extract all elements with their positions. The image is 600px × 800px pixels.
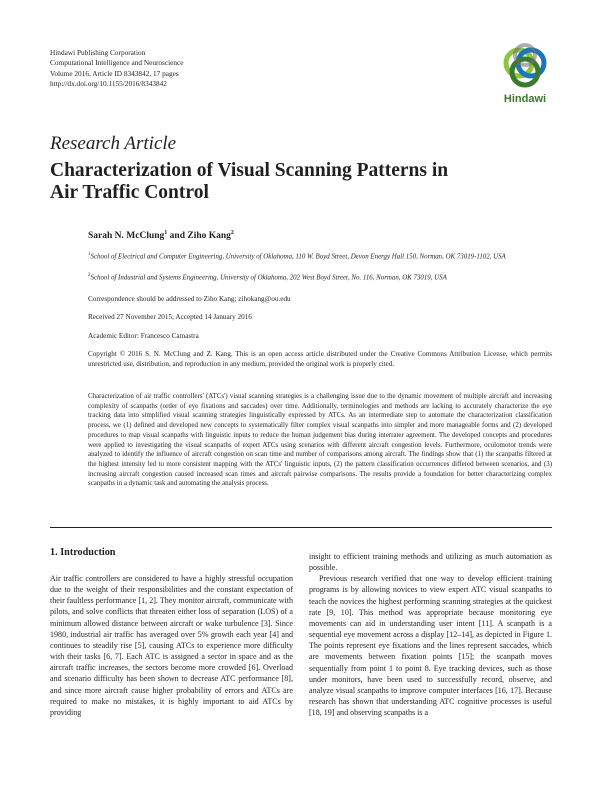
affiliation-text: School of Electrical and Computer Engineering, University of Oklahoma, 110 W. Boyd Street, Devon Energy Hall 150, Norman, OK 73019-1102, USA: [90, 253, 506, 261]
journal-header: [50, 48, 184, 90]
abstract: Characterization of air traffic controllers' (ATCs') visual scanning strategies is a challenging issue due to the dynamic movement of multiple aircraft and increasing complexity of scanpaths (order of eye fixations and saccades) over time. Additionally, terminologies and methods are lacking to accurately characterize the eye tracking data into simplified visual scanning strategies linguistically expressed by ATCs. As an intermediate step to automate the characterization classification process, we (1) defined and developed new concepts to systematically filter complex visual scanpaths into simpler and more manageable forms and (2) developed procedures to map visual scanpaths with linguistic inputs to reduce the human judgement bias during interrater agreement. The developed concepts and procedures were applied to investigating the visual scanpaths of expert ATCs using scenarios with different aircraft congestion levels. Furthermore, oculomotor trends were analyzed to identify the influence of aircraft congestion on scan time and number of comparisons among aircraft. The findings show that (1) the scanpaths filtered at the highest intensity led to more consistent mapping with the ATCs' linguistic inputs, (2) the pattern classification occurrences differed between scenarios, and (3) increasing aircraft congestion caused increased scan times and aircraft pairwise comparisons. The results provide a foundation for better characterizing complex scanpaths in a dynamic task and automating the analysis process.: [88, 392, 552, 488]
author-conjunction: and: [167, 231, 188, 242]
volume-info: Volume 2016, Article ID 8343842, 17 pages: [50, 68, 179, 78]
affiliation: [88, 250, 548, 263]
journal-name: Computational Intelligence and Neuroscience: [50, 58, 184, 68]
section-divider: [50, 527, 552, 528]
publisher: Hindawi Publishing Corporation: [50, 48, 146, 57]
author-name: Ziho Kang: [187, 231, 231, 242]
correspondence: Correspondence should be addressed to Ziho Kang; zihokang@ou.edu: [88, 295, 291, 303]
authors: [88, 230, 234, 241]
doi-link[interactable]: http://dx.doi.org/10.1155/2016/8343842: [50, 79, 167, 89]
copyright-notice: Copyright © 2016 S. N. McClung and Z. Kang. This is an open access article distributed under the Creative Commons Attribution License, which permits unrestricted use, distribution, and reproduction in any medium, provided the original work is properly cited.: [88, 350, 552, 369]
body-paragraph: insight to efficient training methods and utilizing as much automation as possible.: [309, 552, 552, 573]
affiliation-marker: 1: [164, 230, 168, 236]
hindawi-logo-text: Hindawi: [503, 93, 547, 105]
academic-editor: Academic Editor: Francesco Camastra: [88, 332, 199, 340]
hindawi-logo-icon: [495, 41, 555, 93]
body-paragraph: Air traffic controllers are considered to have a highly stressful occupation due to the weight of their responsibilities and the constant expectation of their faultless performance [1, 2]. They monitor aircraft, communicate with pilots, and solve conflicts that threaten either loss of separation (LOS) of a minimum allowed distance between aircraft or wake turbulence [3]. Since 1980, industrial air traffic has averaged over 5% growth each year [4] and continues to steadily rise [5], causing ATCs to experience more difficulty with their tasks [6, 7]. Each ATC is assigned a sector in space and as the aircraft traffic increases, the sectors become more crowded [6]. Overload and scenario difficulty has been shown to decrease ATC performance [8], and since more aircraft cause higher probability of errors and ATCs are required to make no mistakes, it is highly important to aid ATCs by providing: [50, 574, 293, 717]
body-paragraph: Previous research verified that one way to develop efficient training programs is by allowing novices to view expert ATC visual scanpaths to teach the novices the highest performing scanning strategies at the quickest rate [9, 10]. This method was appropriate because monitoring eye movements can aid in understanding user intent [11]. A scanpath is a sequential eye movement across a display [12–14], as depicted in Figure 1. The points represent eye fixations and the lines represent saccades, which are movements between fixation points [15]; the scanpath moves sequentially from point 1 to point 8. Eye tracking devices, such as those under monitors, have been used to successfully record, observe, and analyze visual scanpaths to improve computer interfaces [16, 17]. Because research has shown that understanding ATC cognitive processes is useful [18, 19] and observing scanpaths is a: [309, 574, 552, 718]
section-heading: 1. Introduction: [50, 547, 116, 558]
paper-title: Characterization of Visual Scanning Patterns in Air Traffic Control: [50, 160, 449, 203]
author-name: Sarah N. McClung: [88, 231, 165, 242]
affiliation-marker: 2: [230, 230, 234, 236]
left-column: [50, 573, 293, 718]
article-type: Research Article: [50, 133, 177, 154]
affiliation-marker: 1: [88, 252, 91, 257]
right-column: [309, 551, 552, 718]
affiliation-marker: 2: [88, 273, 91, 278]
affiliation: [88, 271, 548, 284]
received-accepted-dates: Received 27 November 2015; Accepted 14 January 2016: [88, 313, 252, 321]
hindawi-logo: [495, 41, 555, 105]
affiliation-text: School of Industrial and Systems Engineering, University of Oklahoma, 202 West Boyd Street, No. 116, Norman, OK 73019, USA: [90, 274, 447, 282]
